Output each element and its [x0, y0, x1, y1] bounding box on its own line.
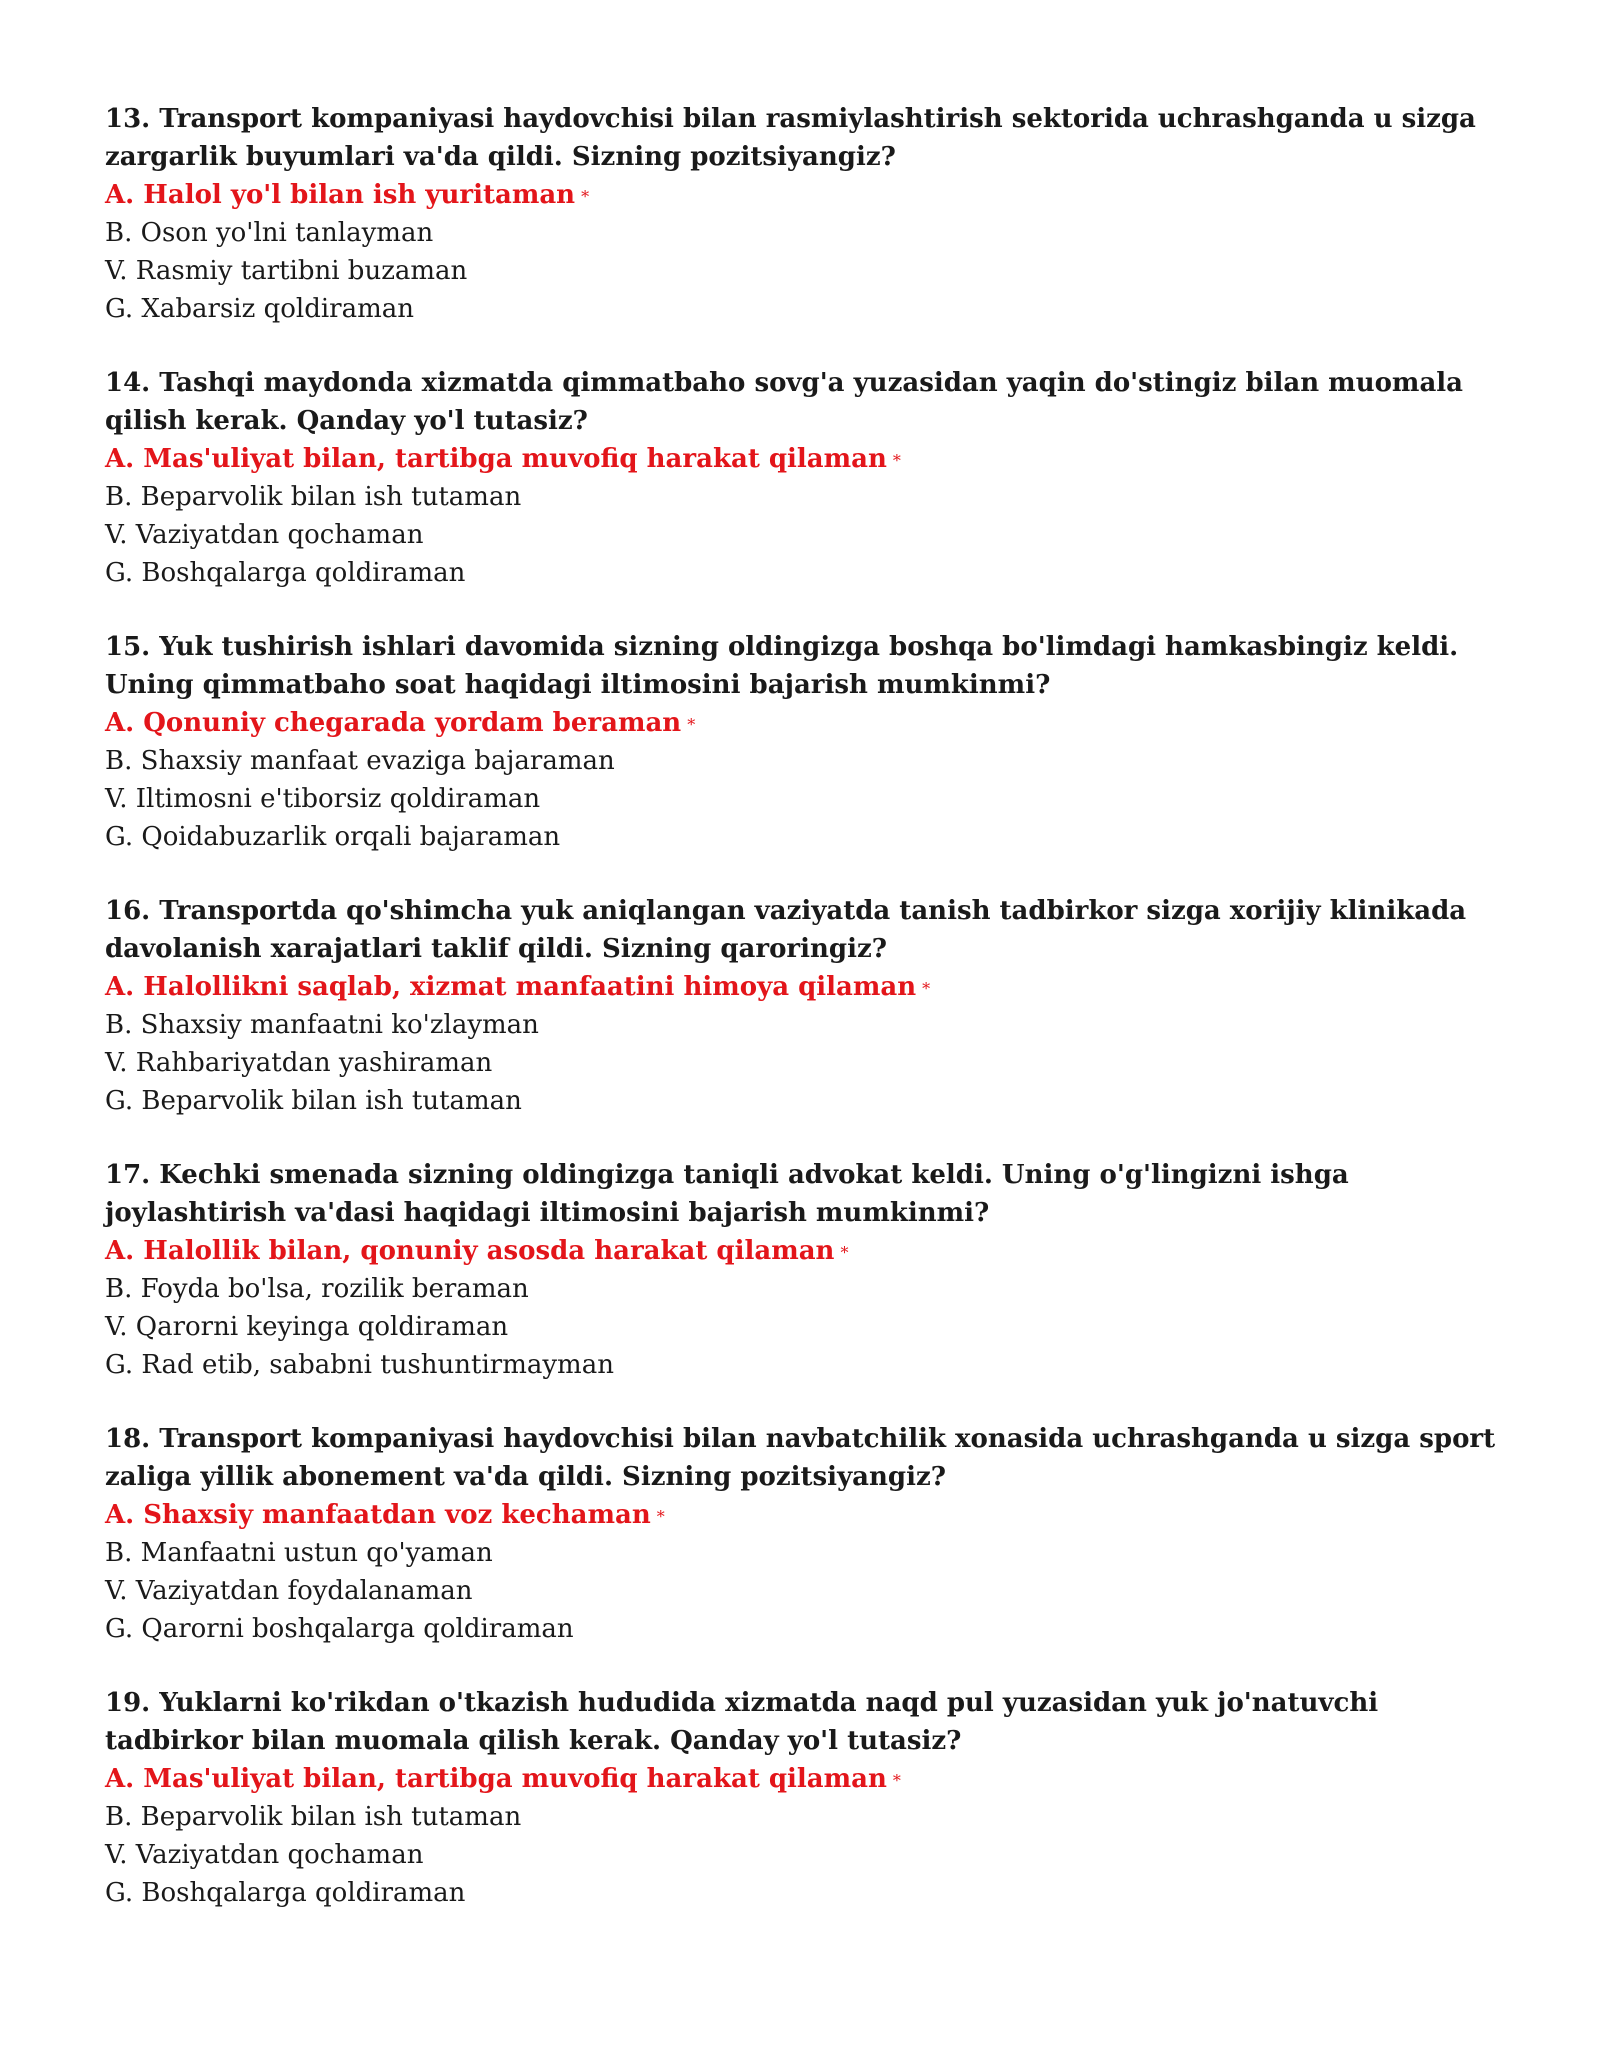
question-text: 19. Yuklarni ko'rikdan o'tkazish hududida xizmatda naqd pul yuzasidan yuk jo'natuvchi tadbirkor bilan muomala qilish kerak. Qanday yo'l tutasiz? — [105, 1688, 1379, 1756]
question-block-15 — [105, 628, 1525, 856]
option-label: A. Halollikni saqlab, xizmat manfaatini himoya qilaman — [105, 972, 917, 1002]
correct-star-icon: * — [687, 715, 696, 734]
question-block-19 — [105, 1684, 1525, 1912]
quiz-document — [105, 100, 1525, 1948]
option: G. Qoidabuzarlik orqali bajaraman — [105, 822, 561, 852]
option: V. Qarorni keyinga qoldiraman — [105, 1312, 509, 1342]
question-block-18 — [105, 1420, 1525, 1648]
option: B. Oson yo'lni tanlayman — [105, 218, 434, 248]
option: G. Qarorni boshqalarga qoldiraman — [105, 1614, 574, 1644]
option-correct — [105, 1496, 1525, 1534]
option-correct — [105, 176, 1525, 214]
option: V. Iltimosni e'tiborsiz qoldiraman — [105, 784, 541, 814]
option: B. Shaxsiy manfaat evaziga bajaraman — [105, 746, 615, 776]
option: V. Vaziyatdan qochaman — [105, 1840, 424, 1870]
option-correct — [105, 1232, 1525, 1270]
option: V. Vaziyatdan foydalanaman — [105, 1576, 473, 1606]
option: B. Manfaatni ustun qo'yaman — [105, 1538, 493, 1568]
correct-star-icon: * — [892, 1771, 901, 1790]
question-block-16 — [105, 892, 1525, 1120]
correct-star-icon: * — [892, 451, 901, 470]
question-text: 13. Transport kompaniyasi haydovchisi bilan rasmiylashtirish sektorida uchrashganda u sizga zargarlik buyumlari va'da qildi. Sizning pozitsiyangiz? — [105, 104, 1476, 172]
option: V. Rahbariyatdan yashiraman — [105, 1048, 493, 1078]
option-correct — [105, 1760, 1525, 1798]
option: B. Beparvolik bilan ish tutaman — [105, 482, 522, 512]
question-text: 16. Transportda qo'shimcha yuk aniqlangan vaziyatda tanish tadbirkor sizga xorijiy klinikada davolanish xarajatlari taklif qildi. Sizning qaroringiz? — [105, 896, 1467, 964]
correct-star-icon: * — [922, 979, 931, 998]
option: B. Beparvolik bilan ish tutaman — [105, 1802, 522, 1832]
question-block-13 — [105, 100, 1525, 328]
option-correct — [105, 440, 1525, 478]
option: V. Vaziyatdan qochaman — [105, 520, 424, 550]
option-label: A. Qonuniy chegarada yordam beraman — [105, 708, 682, 738]
correct-star-icon: * — [581, 187, 590, 206]
option-label: A. Halollik bilan, qonuniy asosda harakat qilaman — [105, 1236, 835, 1266]
option: G. Rad etib, sababni tushuntirmayman — [105, 1350, 614, 1380]
question-block-17 — [105, 1156, 1525, 1384]
option: G. Boshqalarga qoldiraman — [105, 558, 466, 588]
correct-star-icon: * — [656, 1507, 665, 1526]
question-text: 18. Transport kompaniyasi haydovchisi bilan navbatchilik xonasida uchrashganda u sizga sport zaliga yillik abonement va'da qildi. Sizning pozitsiyangiz? — [105, 1424, 1496, 1492]
option: G. Boshqalarga qoldiraman — [105, 1878, 466, 1908]
option-label: A. Shaxsiy manfaatdan voz kechaman — [105, 1500, 651, 1530]
question-block-14 — [105, 364, 1525, 592]
option-label: A. Mas'uliyat bilan, tartibga muvofiq harakat qilaman — [105, 1764, 887, 1794]
option: G. Xabarsiz qoldiraman — [105, 294, 414, 324]
option-correct — [105, 968, 1525, 1006]
option: B. Shaxsiy manfaatni ko'zlayman — [105, 1010, 539, 1040]
option-label: A. Halol yo'l bilan ish yuritaman — [105, 180, 576, 210]
option-label: A. Mas'uliyat bilan, tartibga muvofiq harakat qilaman — [105, 444, 887, 474]
question-text: 15. Yuk tushirish ishlari davomida sizning oldingizga boshqa bo'limdagi hamkasbingiz keldi. Uning qimmatbaho soat haqidagi iltimosini bajarish mumkinmi? — [105, 632, 1459, 700]
option: V. Rasmiy tartibni buzaman — [105, 256, 468, 286]
option-correct — [105, 704, 1525, 742]
question-text: 14. Tashqi maydonda xizmatda qimmatbaho sovg'a yuzasidan yaqin do'stingiz bilan muomala qilish kerak. Qanday yo'l tutasiz? — [105, 368, 1464, 436]
correct-star-icon: * — [840, 1243, 849, 1262]
option: B. Foyda bo'lsa, rozilik beraman — [105, 1274, 529, 1304]
question-text: 17. Kechki smenada sizning oldingizga taniqli advokat keldi. Uning o'g'lingizni ishga joylashtirish va'dasi haqidagi iltimosini bajarish mumkinmi? — [105, 1160, 1349, 1228]
option: G. Beparvolik bilan ish tutaman — [105, 1086, 522, 1116]
